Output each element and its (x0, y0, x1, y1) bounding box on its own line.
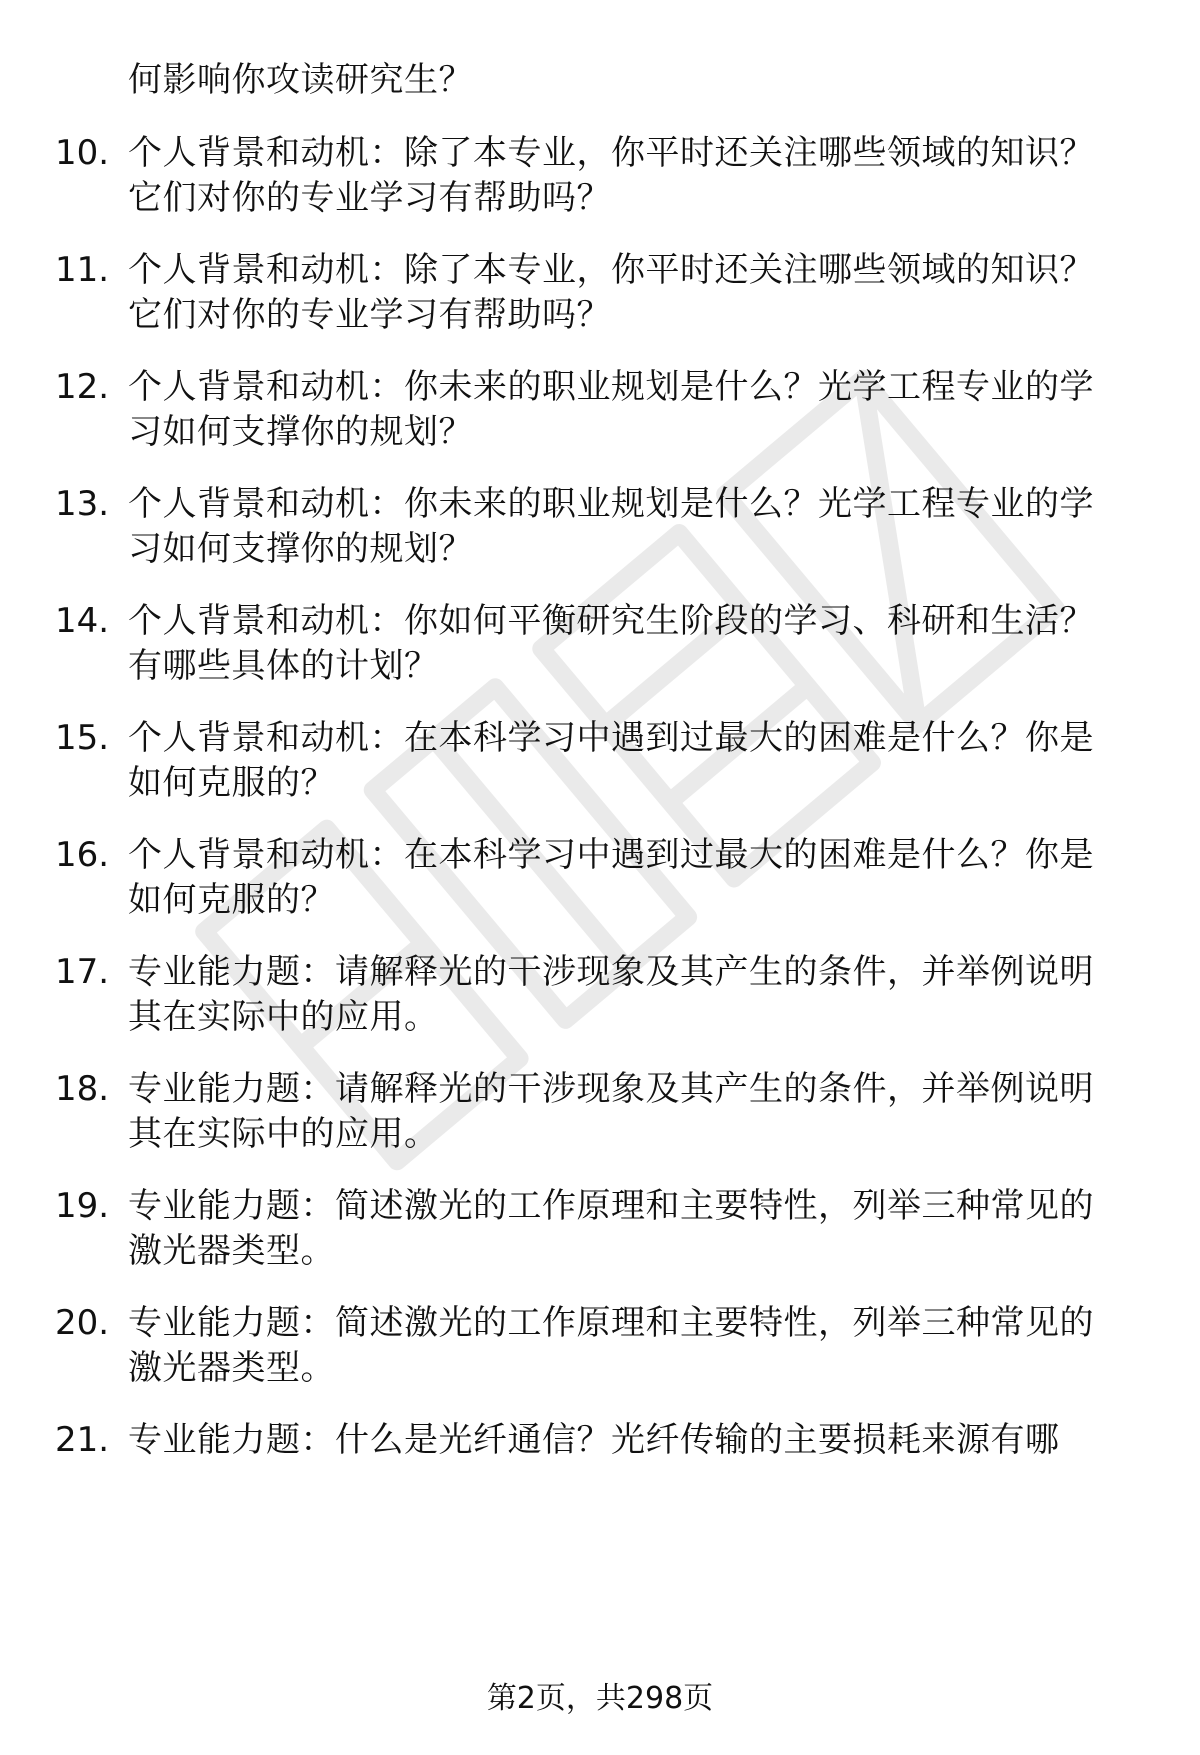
item-line: 习如何支撑你的规划？ (128, 412, 473, 452)
item-line: 专业能力题：请解释光的干涉现象及其产生的条件，并举例说明 (128, 952, 1094, 992)
item-line: 激光器类型。 (128, 1348, 335, 1388)
item-number: 17. (55, 952, 110, 992)
item-number: 11. (55, 250, 110, 290)
item-line: 它们对你的专业学习有帮助吗？ (128, 295, 611, 335)
item-number: 21. (55, 1420, 110, 1460)
item-line: 有哪些具体的计划？ (128, 646, 439, 686)
item-line: 个人背景和动机：你未来的职业规划是什么？光学工程专业的学 (128, 484, 1094, 524)
item-line: 专业能力题：简述激光的工作原理和主要特性，列举三种常见的 (128, 1303, 1094, 1343)
item-number: 16. (55, 835, 110, 875)
item-line: 个人背景和动机：在本科学习中遇到过最大的困难是什么？你是 (128, 718, 1094, 758)
item-line: 个人背景和动机：你未来的职业规划是什么？光学工程专业的学 (128, 367, 1094, 407)
item-line: 其在实际中的应用。 (128, 1114, 439, 1154)
item-line: 专业能力题：什么是光纤通信？光纤传输的主要损耗来源有哪 (128, 1420, 1060, 1460)
item-line: 个人背景和动机：在本科学习中遇到过最大的困难是什么？你是 (128, 835, 1094, 875)
page-footer: 第2页，共298页 (486, 1681, 714, 1716)
item-line: 它们对你的专业学习有帮助吗？ (128, 178, 611, 218)
continuation-line: 何影响你攻读研究生？ (128, 60, 473, 100)
item-number: 12. (55, 367, 110, 407)
item-number: 20. (55, 1303, 110, 1343)
item-number: 19. (55, 1186, 110, 1226)
item-line: 专业能力题：简述激光的工作原理和主要特性，列举三种常见的 (128, 1186, 1094, 1226)
item-line: 其在实际中的应用。 (128, 997, 439, 1037)
item-line: 个人背景和动机：你如何平衡研究生阶段的学习、科研和生活？ (128, 601, 1094, 641)
item-number: 13. (55, 484, 110, 524)
item-number: 14. (55, 601, 110, 641)
item-line: 个人背景和动机：除了本专业，你平时还关注哪些领域的知识？ (128, 250, 1094, 290)
item-line: 习如何支撑你的规划？ (128, 529, 473, 569)
item-line: 激光器类型。 (128, 1231, 335, 1271)
item-line: 专业能力题：请解释光的干涉现象及其产生的条件，并举例说明 (128, 1069, 1094, 1109)
item-number: 18. (55, 1069, 110, 1109)
item-line: 如何克服的？ (128, 880, 335, 920)
item-number: 15. (55, 718, 110, 758)
item-line: 如何克服的？ (128, 763, 335, 803)
item-number: 10. (55, 133, 110, 173)
item-line: 个人背景和动机：除了本专业，你平时还关注哪些领域的知识？ (128, 133, 1094, 173)
